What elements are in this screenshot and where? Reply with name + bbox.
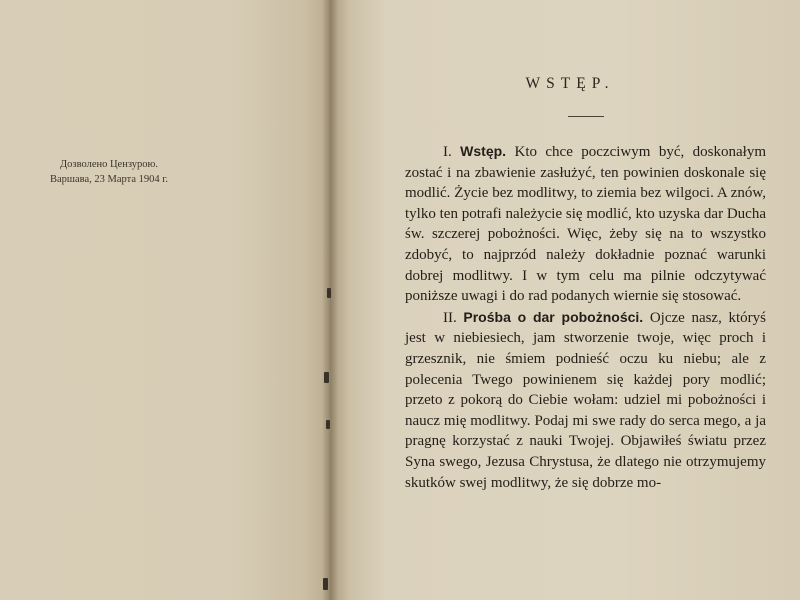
binding-hole bbox=[324, 372, 329, 383]
left-page bbox=[0, 0, 330, 600]
body-text bbox=[405, 141, 766, 493]
section-paragraph bbox=[405, 141, 766, 307]
section-body: Kto chce poczciwym być, doskonałym zostać i na zbawienie zasłużyć, ten powinien doskonale się modlić. Życie bez modlitwy, to ziemia bez wilgoci. A znów, tylko ten potrafi należycie się modlić, kto uzyska dar Ducha św. szczerej pobożności. Więc, żeby się na to wszystko zdobyć, to najprzód należy dokładnie poznać warunki dobrej modlitwy. I w tym celu ma pilnie odczytywać poniższe uwagi i do rad podanych wiernie się stosować. bbox=[405, 144, 767, 305]
binding-hole bbox=[326, 420, 330, 429]
censorship-line-2: Варшава, 23 Марта 1904 г. bbox=[50, 174, 168, 185]
section-body: Ojcze nasz, któryś jest w niebiesiech, jam stworzenie twoje, więc proch i grzesznik, nie śmiem podnieść oczu ku niebu; ale z polecenia Twego powinienem się każdej pory modlić; przeto z pokorą do Ciebie wołam: udziel mi pobożności i naucz mię modlitwy. Podaj mi swe rady do serca mego, a ja pragnę korzystać z nauki Twojej. Objawiłeś światu przez Syna swego, Jezusa Chrystusa, że dlatego nie otrzymujemy skutków swej modlitwy, że się dobrze mo- bbox=[405, 309, 766, 491]
censorship-note bbox=[20, 157, 198, 187]
section-paragraph bbox=[405, 307, 766, 493]
heading-rule bbox=[568, 116, 604, 117]
binding-hole bbox=[323, 578, 328, 590]
binding-hole bbox=[327, 288, 331, 298]
section-number: I. bbox=[443, 144, 452, 160]
chapter-heading: WSTĘP. bbox=[525, 75, 615, 92]
section-number: II. bbox=[443, 309, 457, 326]
section-title: Prośba o dar pobożności. bbox=[463, 308, 644, 325]
censorship-line-1: Дозволено Цензурою. bbox=[60, 159, 158, 170]
section-title: Wstęp. bbox=[460, 143, 507, 159]
book-gutter bbox=[322, 0, 338, 600]
